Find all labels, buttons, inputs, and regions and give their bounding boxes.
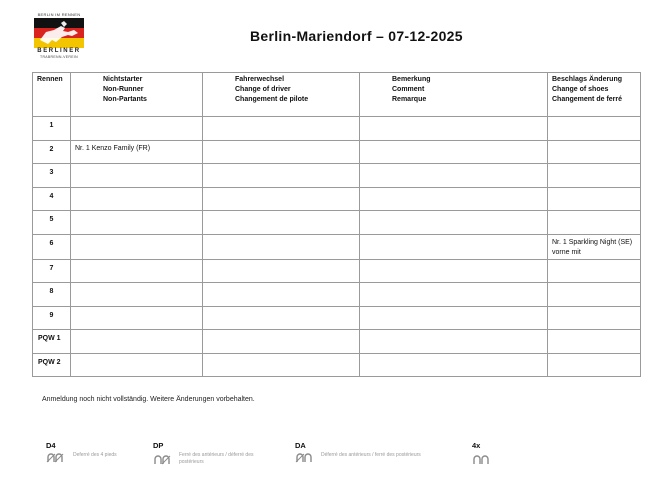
driver-change-cell bbox=[203, 140, 360, 164]
header-shoes-change bbox=[548, 73, 641, 117]
driver-change-cell bbox=[203, 164, 360, 188]
race-number: 5 bbox=[33, 211, 71, 235]
legend-desc bbox=[73, 452, 117, 459]
logo-name: BERLINER bbox=[37, 48, 81, 54]
header-comment bbox=[360, 73, 548, 117]
race-number: 6 bbox=[33, 234, 71, 259]
shoes-change-cell bbox=[548, 259, 641, 283]
changes-table bbox=[32, 72, 641, 377]
shoes-change-cell bbox=[548, 353, 641, 377]
driver-change-cell bbox=[203, 211, 360, 235]
header-shoes-en: Change of shoes bbox=[552, 86, 609, 93]
logo-top-text: BERLIN IM RENNEN bbox=[37, 12, 81, 17]
legend-code: DA bbox=[295, 441, 306, 450]
header-comment-de: Bemerkung bbox=[392, 76, 431, 83]
legend-desc-line: Deferré des 4 pieds bbox=[73, 452, 117, 458]
table-row bbox=[33, 283, 641, 307]
page-title: Berlin-Mariendorf – 07-12-2025 bbox=[250, 28, 463, 44]
logo-subtitle: TRABRENN-VEREIN bbox=[40, 55, 78, 59]
race-number: PQW 2 bbox=[33, 353, 71, 377]
header-driver-de: Fahrerwechsel bbox=[235, 76, 285, 83]
table-row bbox=[33, 140, 641, 164]
legend-desc bbox=[179, 452, 253, 466]
horseshoe-front-crossed-pair-icon bbox=[295, 452, 313, 463]
header-non-runner-en: Non-Runner bbox=[103, 86, 144, 93]
comment-cell bbox=[360, 140, 548, 164]
race-number: 2 bbox=[33, 140, 71, 164]
driver-change-cell bbox=[203, 234, 360, 259]
horseshoe-half-crossed-pair-icon bbox=[153, 454, 171, 465]
header-shoes-fr: Changement de ferré bbox=[552, 96, 623, 103]
driver-change-cell bbox=[203, 187, 360, 211]
comment-cell bbox=[360, 353, 548, 377]
non-runner-cell bbox=[71, 259, 203, 283]
footnote: Anmeldung noch nicht vollständig. Weitere Änderungen vorbehalten. bbox=[42, 396, 255, 403]
comment-cell bbox=[360, 306, 548, 330]
table-row bbox=[33, 259, 641, 283]
shoes-change-cell bbox=[548, 211, 641, 235]
non-runner-cell bbox=[71, 330, 203, 354]
comment-cell bbox=[360, 187, 548, 211]
driver-change-cell bbox=[203, 330, 360, 354]
comment-cell bbox=[360, 164, 548, 188]
header-shoes-de: Beschlags Änderung bbox=[552, 76, 623, 83]
header-driver-fr: Changement de pilote bbox=[235, 96, 309, 103]
race-number: 4 bbox=[33, 187, 71, 211]
legend-desc bbox=[321, 452, 421, 459]
legend-code: 4x bbox=[472, 441, 481, 450]
non-runner-cell: Nr. 1 Kenzo Family (FR) bbox=[71, 140, 203, 164]
legend-desc-line: postérieurs bbox=[179, 459, 204, 465]
race-number: 8 bbox=[33, 283, 71, 307]
header-non-runner bbox=[71, 73, 203, 117]
comment-cell bbox=[360, 211, 548, 235]
shoes-change-cell bbox=[548, 306, 641, 330]
berliner-trabrenn-verein-logo bbox=[32, 12, 86, 66]
driver-change-cell bbox=[203, 117, 360, 141]
race-number: 1 bbox=[33, 117, 71, 141]
race-number: 9 bbox=[33, 306, 71, 330]
table-row bbox=[33, 211, 641, 235]
race-number: PQW 1 bbox=[33, 330, 71, 354]
comment-cell bbox=[360, 117, 548, 141]
table-row bbox=[33, 117, 641, 141]
header-comment-fr: Remarque bbox=[392, 96, 427, 103]
race-number: 3 bbox=[33, 164, 71, 188]
table-row bbox=[33, 234, 641, 259]
driver-change-cell bbox=[203, 259, 360, 283]
shoes-change-cell bbox=[548, 140, 641, 164]
header-driver-change bbox=[203, 73, 360, 117]
comment-cell bbox=[360, 234, 548, 259]
driver-change-cell bbox=[203, 306, 360, 330]
trotting-horse-emblem-icon bbox=[34, 18, 84, 48]
shoes-change-cell bbox=[548, 283, 641, 307]
shoes-change-cell bbox=[548, 117, 641, 141]
legend-desc-line: Déferré des antérieurs / ferré des postérieurs bbox=[321, 452, 421, 458]
shoes-change-cell bbox=[548, 187, 641, 211]
non-runner-cell bbox=[71, 353, 203, 377]
header-non-runner-fr: Non-Partants bbox=[103, 96, 147, 103]
header-race-label: Rennen bbox=[37, 76, 63, 83]
table-row bbox=[33, 164, 641, 188]
comment-cell bbox=[360, 330, 548, 354]
header-non-runner-de: Nichtstarter bbox=[103, 76, 143, 83]
non-runner-cell bbox=[71, 164, 203, 188]
comment-cell bbox=[360, 259, 548, 283]
legend-code: DP bbox=[153, 441, 164, 450]
header-driver-en: Change of driver bbox=[235, 86, 291, 93]
table-row bbox=[33, 187, 641, 211]
header-comment-en: Comment bbox=[392, 86, 425, 93]
shoes-change-cell: Nr. 1 Sparkling Night (SE) vorne mit bbox=[548, 234, 641, 259]
non-runner-cell bbox=[71, 283, 203, 307]
non-runner-cell bbox=[71, 117, 203, 141]
non-runner-cell bbox=[71, 211, 203, 235]
driver-change-cell bbox=[203, 283, 360, 307]
header-race bbox=[33, 73, 71, 117]
table-header-row bbox=[33, 73, 641, 117]
driver-change-cell bbox=[203, 353, 360, 377]
non-runner-cell bbox=[71, 306, 203, 330]
legend-desc-line: Ferré des antérieurs / déferré des bbox=[179, 452, 254, 458]
table-row bbox=[33, 353, 641, 377]
legend-code: D4 bbox=[46, 441, 56, 450]
table-row bbox=[33, 306, 641, 330]
shoes-change-cell bbox=[548, 164, 641, 188]
horseshoe-crossed-pair-icon bbox=[46, 452, 64, 463]
race-number: 7 bbox=[33, 259, 71, 283]
comment-cell bbox=[360, 283, 548, 307]
non-runner-cell bbox=[71, 187, 203, 211]
horseshoe-pair-icon bbox=[472, 454, 490, 465]
table-row bbox=[33, 330, 641, 354]
shoes-change-cell bbox=[548, 330, 641, 354]
non-runner-cell bbox=[71, 234, 203, 259]
